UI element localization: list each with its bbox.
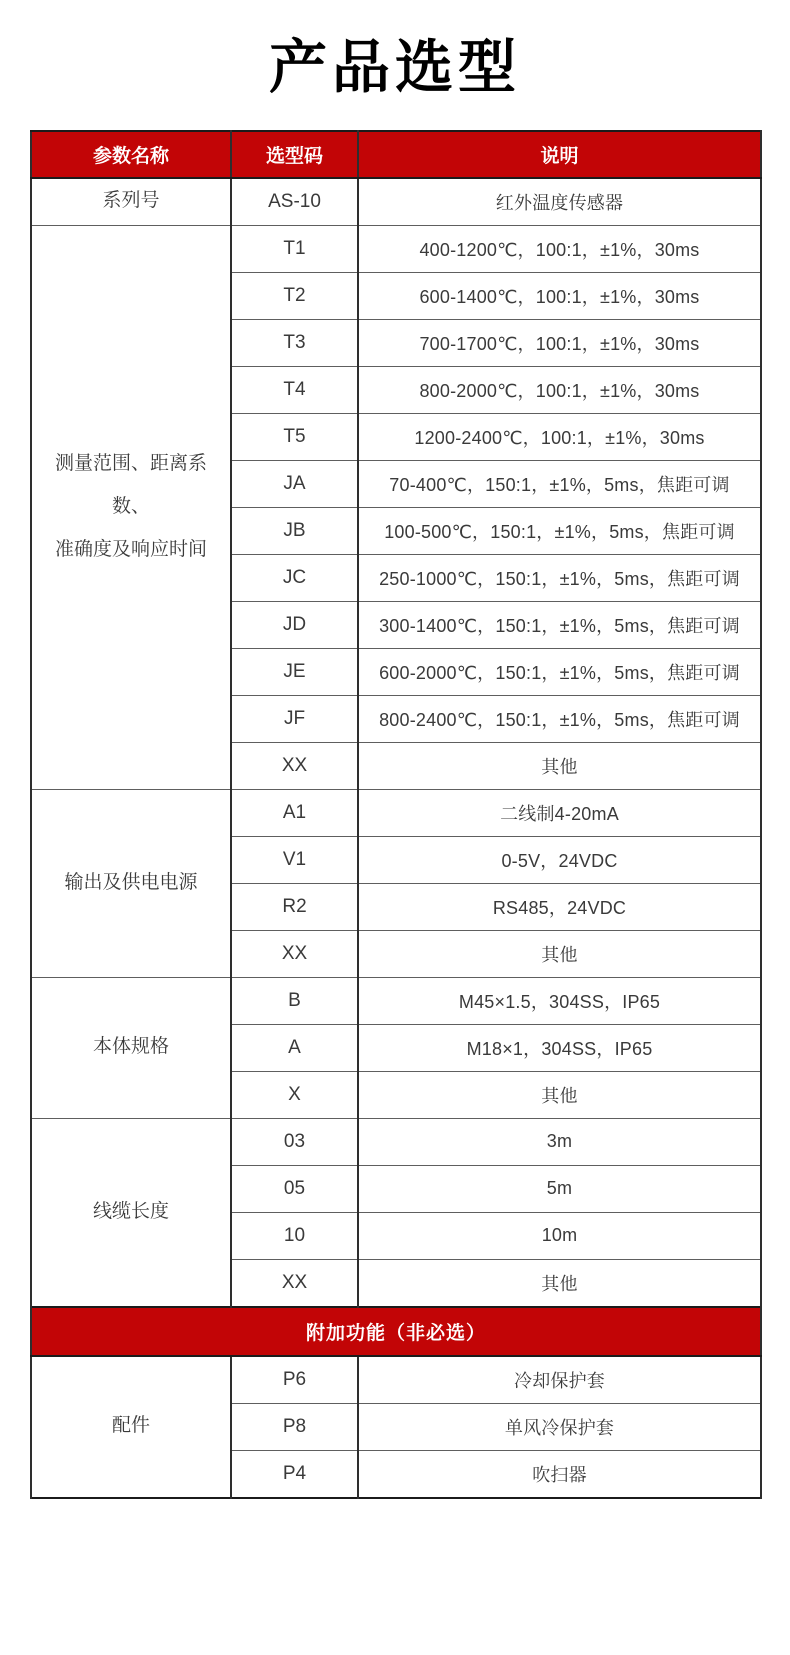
- description-cell: M45×1.5，304SS，IP65: [358, 977, 761, 1024]
- description-cell: 单风冷保护套: [358, 1403, 761, 1450]
- selection-code-cell: A: [231, 1024, 358, 1071]
- description-cell: 0-5V，24VDC: [358, 836, 761, 883]
- description-cell: 红外温度传感器: [358, 178, 761, 226]
- description-cell: 二线制4-20mA: [358, 789, 761, 836]
- selection-code-cell: XX: [231, 930, 358, 977]
- selection-code-cell: JB: [231, 507, 358, 554]
- description-cell: 70-400℃，150:1，±1%，5ms，焦距可调: [358, 460, 761, 507]
- description-cell: 3m: [358, 1118, 761, 1165]
- description-cell: 400-1200℃，100:1，±1%，30ms: [358, 225, 761, 272]
- description-cell: 300-1400℃，150:1，±1%，5ms，焦距可调: [358, 601, 761, 648]
- description-cell: 800-2000℃，100:1，±1%，30ms: [358, 366, 761, 413]
- selection-code-cell: T2: [231, 272, 358, 319]
- table-row: [31, 789, 761, 836]
- selection-code-cell: JD: [231, 601, 358, 648]
- selection-code-cell: P8: [231, 1403, 358, 1450]
- description-cell: 10m: [358, 1212, 761, 1259]
- table-row: [31, 225, 761, 272]
- description-cell: 吹扫器: [358, 1450, 761, 1498]
- selection-code-cell: A1: [231, 789, 358, 836]
- selection-code-cell: T3: [231, 319, 358, 366]
- description-cell: 100-500℃，150:1，±1%，5ms，焦距可调: [358, 507, 761, 554]
- description-cell: 其他: [358, 1259, 761, 1307]
- selection-code-cell: JA: [231, 460, 358, 507]
- table-row: [31, 1118, 761, 1165]
- table-row: [31, 1356, 761, 1404]
- selection-code-cell: B: [231, 977, 358, 1024]
- description-cell: RS485，24VDC: [358, 883, 761, 930]
- selection-code-cell: V1: [231, 836, 358, 883]
- parameter-name-line: 本体规格: [92, 1036, 169, 1058]
- parameter-name-cell: [31, 178, 231, 226]
- selection-code-cell: P6: [231, 1356, 358, 1404]
- parameter-name-cell: [31, 1356, 231, 1498]
- selection-code-cell: R2: [231, 883, 358, 930]
- column-header: 参数名称: [31, 131, 231, 178]
- parameter-name-cell: [31, 789, 231, 977]
- selection-code-cell: 05: [231, 1165, 358, 1212]
- optional-features-banner: 附加功能（非必选）: [31, 1307, 761, 1356]
- parameter-name-line: 配件: [111, 1415, 150, 1437]
- selection-code-cell: JC: [231, 554, 358, 601]
- description-cell: 冷却保护套: [358, 1356, 761, 1404]
- table-row: [31, 977, 761, 1024]
- optional-features-banner-row: [31, 1307, 761, 1356]
- description-cell: 600-1400℃，100:1，±1%，30ms: [358, 272, 761, 319]
- parameter-name-line: 准确度及响应时间: [54, 538, 207, 560]
- selection-code-cell: XX: [231, 1259, 358, 1307]
- selection-code-cell: X: [231, 1071, 358, 1118]
- description-cell: 其他: [358, 930, 761, 977]
- page-title: 产品选型: [268, 35, 521, 100]
- description-cell: 1200-2400℃，100:1，±1%，30ms: [358, 413, 761, 460]
- description-cell: 600-2000℃，150:1，±1%，5ms，焦距可调: [358, 648, 761, 695]
- selection-code-cell: AS-10: [231, 178, 358, 226]
- parameter-name-cell: [31, 1118, 231, 1307]
- description-cell: 其他: [358, 1071, 761, 1118]
- selection-code-cell: 10: [231, 1212, 358, 1259]
- description-cell: 800-2400℃，150:1，±1%，5ms，焦距可调: [358, 695, 761, 742]
- parameter-name-cell: [31, 977, 231, 1118]
- selection-code-cell: T4: [231, 366, 358, 413]
- description-cell: M18×1，304SS，IP65: [358, 1024, 761, 1071]
- selection-code-cell: JF: [231, 695, 358, 742]
- parameter-name-line: 测量范围、距离系数、: [54, 453, 207, 517]
- parameter-name-line: 系列号: [102, 190, 160, 212]
- selection-code-cell: JE: [231, 648, 358, 695]
- column-header: 说明: [358, 131, 761, 178]
- parameter-name-line: 输出及供电电源: [64, 871, 198, 893]
- parameter-name-line: 线缆长度: [92, 1200, 169, 1222]
- description-cell: 其他: [358, 742, 761, 789]
- description-cell: 5m: [358, 1165, 761, 1212]
- table-row: [31, 178, 761, 226]
- selection-code-cell: XX: [231, 742, 358, 789]
- description-cell: 700-1700℃，100:1，±1%，30ms: [358, 319, 761, 366]
- selection-code-cell: T5: [231, 413, 358, 460]
- parameter-name-cell: [31, 225, 231, 789]
- product-selection-table: [30, 130, 762, 1499]
- selection-code-cell: 03: [231, 1118, 358, 1165]
- selection-code-cell: T1: [231, 225, 358, 272]
- column-header: 选型码: [231, 131, 358, 178]
- selection-code-cell: P4: [231, 1450, 358, 1498]
- description-cell: 250-1000℃，150:1，±1%，5ms，焦距可调: [358, 554, 761, 601]
- table-header-row: [31, 131, 761, 178]
